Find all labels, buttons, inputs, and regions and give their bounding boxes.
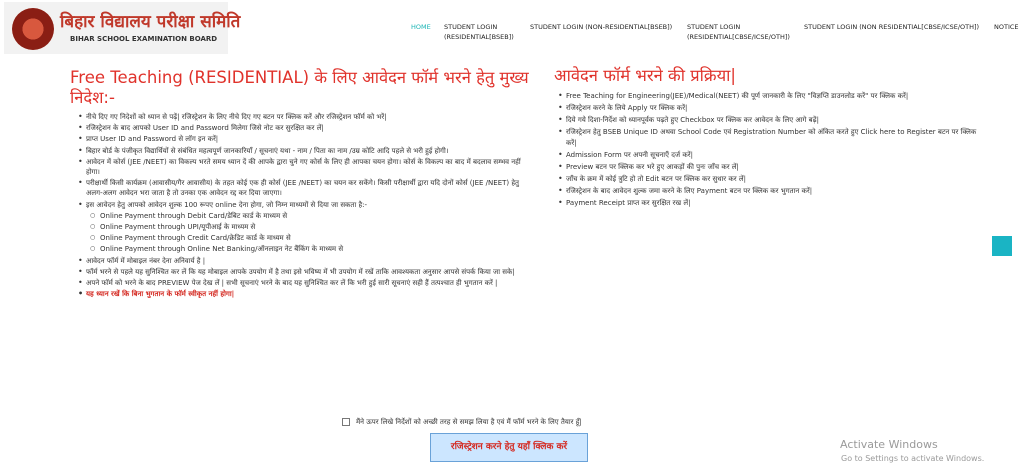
nav-student-login-nonresidential-bseb[interactable]: STUDENT LOGIN (NON-RESIDENTIAL[BSEB]): [530, 23, 673, 31]
nav-student-login-nonresidential-cbse[interactable]: STUDENT LOGIN (NON RESIDENTIAL[CBSE/ICSE/OTH]): [804, 23, 980, 31]
agree-label: मैंने ऊपर लिखे निर्देशों को अच्छी तरह से समझ लिया है एवं मैं फॉर्म भरने के लिए तैयार हूँ|: [356, 418, 582, 426]
instruction-item: • अपने फॉर्म को भरने के बाद PREVIEW पेज देख लें | सभी सूचनाएं भरने के बाद यह सुनिश्चित कर लें कि भरी हुई सारी सूचनाएं सही हैं तत्पश्चात ही भुगतान करें |: [86, 278, 526, 288]
process-list: [566, 91, 986, 210]
agree-checkbox-row[interactable]: [342, 418, 582, 427]
process-step: • Free Teaching for Engineering(JEE)/Medical(NEET) की पूर्ण जानकारी के लिए "विज्ञप्ति डाउनलोड करें" पर क्लिक करें|: [566, 91, 986, 102]
instruction-item: ○ Online Payment through Credit Card/क्रेडिट कार्ड के माध्यम से: [86, 233, 526, 243]
nav-student-login-residential-bseb[interactable]: STUDENT LOGIN (RESIDENTIAL[BSEB]): [444, 23, 514, 41]
process-step: • रजिस्ट्रेशन करने के लिये Apply पर क्लिक करें|: [566, 103, 986, 114]
activate-windows-title: Activate Windows: [840, 438, 938, 451]
process-title: आवेदन फॉर्म भरने की प्रक्रिया|: [554, 66, 736, 85]
site-header: [0, 0, 1024, 58]
instruction-item: • प्राप्त User ID and Password से लॉग इन करें|: [86, 134, 526, 144]
instruction-item: • फॉर्म भरने से पहले यह सुनिश्चित कर लें कि यह मोबाइल आपके उपयोग में है तथा इसे भविष्य में भी उपयोग में रखें ताकि आवश्यकता अनुसार आपसे संपर्क किया जा सके|: [86, 267, 526, 277]
instructions-list: [86, 112, 526, 300]
instructions-title: Free Teaching (RESIDENTIAL) के लिए आवेदन फॉर्म भरने हेतु मुख्य निदेश:-: [70, 68, 529, 107]
instruction-item: • यह ध्यान रखें कि बिना भुगतान के फॉर्म स्वीकृत नहीं होगा|: [86, 289, 526, 299]
instruction-item: ○ Online Payment through UPI/यूपीआई के माध्यम से: [86, 222, 526, 232]
bseb-seal-icon: [12, 8, 54, 50]
process-step: • रजिस्ट्रेशन हेतु BSEB Unique ID अथवा School Code एवं Registration Number को अंकित करते हुए Click here to Register बटन पर क्लिक करें|: [566, 127, 986, 148]
instruction-item: • आवेदन में कोर्स (JEE /NEET) का विकल्प भरते समय ध्यान दें की आपके द्वारा चुने गए कोर्स के लिए ही आपका चयन होगा। कोर्स के विकल्प का बाद में बदलाव सम्भव नहीं होगा।: [86, 157, 526, 177]
logo-hindi-text: बिहार विद्यालय परीक्षा समिति: [60, 12, 241, 32]
process-step: • Preview बटन पर क्लिक कर भरे हुए आकड़ों की पुनः जाँच कर लें|: [566, 162, 986, 173]
nav-student-login-residential-cbse[interactable]: STUDENT LOGIN (RESIDENTIAL[CBSE/ICSE/OTH]): [687, 23, 790, 41]
floating-widget[interactable]: [992, 236, 1012, 256]
agree-checkbox[interactable]: [342, 418, 350, 426]
instruction-item: ○ Online Payment through Debit Card/डेबिट कार्ड के माध्यम से: [86, 211, 526, 221]
process-step: • जाँच के क्रम में कोई त्रुटि हो तो Edit बटन पर क्लिक कर सुधार कर लें|: [566, 174, 986, 185]
logo[interactable]: [4, 2, 241, 54]
instruction-item: ○ Online Payment through Online Net Banking/ऑनलाइन नेट बैंकिंग के माध्यम से: [86, 244, 526, 254]
nav-notice[interactable]: NOTICE: [994, 23, 1019, 31]
logo-english-text: BIHAR SCHOOL EXAMINATION BOARD: [70, 35, 218, 43]
process-step: • Payment Receipt प्राप्त कर सुरक्षित रख लें|: [566, 198, 986, 209]
instruction-item: • बिहार बोर्ड के पंजीकृत विद्यार्थियों से संबंधित महत्वपूर्ण जानकारियाँ / सूचनाएं यथा - नाम / पिता का नाम /उम्र कोटि आदि पहले से भरी हुई होगी।: [86, 146, 526, 156]
instruction-item: • इस आवेदन हेतु आपको आवेदन शुल्क 100 रूपए online देना होगा, जो निम्न माध्यमों से दिया जा सकता है:-: [86, 200, 526, 210]
process-step: • दिये गये दिशा-निर्देश को ध्यानपूर्वक पढ़ते हुए Checkbox पर क्लिक कर आवेदन के लिए आगे बढ़ें|: [566, 115, 986, 126]
instruction-item: • परीक्षार्थी किसी कार्यक्रम (आवासीय/गैर आवासीय) के तहत कोई एक ही कोर्स (JEE /NEET) का चयन कर सकेंगे। किसी परीक्षार्थी द्वारा यदि दोनों कोर्स (JEE /NEET) हेतु अलग-अलग आवेदन भरा जाता है तो उनका एक आवेदन रद्द कर दिया जाएगा।: [86, 178, 526, 198]
process-step: • रजिस्ट्रेशन के बाद आवेदन शुल्क जमा करने के लिए Payment बटन पर क्लिक कर भुगतान करें|: [566, 186, 986, 197]
register-button[interactable]: रजिस्ट्रेशन करने हेतु यहाँ क्लिक करें: [430, 433, 588, 462]
instruction-item: • नीचे दिए गए निदेशों को ध्यान से पढ़ें| रजिस्ट्रेशन के लिए नीचे दिए गए बटन पर क्लिक करें और रजिस्ट्रेशन फॉर्म को भरें|: [86, 112, 526, 122]
activate-windows-sub: Go to Settings to activate Windows.: [841, 454, 985, 463]
nav-home[interactable]: HOME: [411, 23, 431, 31]
instruction-item: • आवेदन फॉर्म में मोबाइल नंबर देना अनिवार्य है |: [86, 256, 526, 266]
process-step: • Admission Form पर अपनी सूचनाएँ दर्ज करें|: [566, 150, 986, 161]
instruction-item: • रजिस्ट्रेशन के बाद आपको User ID and Password मिलेगा जिसे नोट कर सुरक्षित कर लें|: [86, 123, 526, 133]
